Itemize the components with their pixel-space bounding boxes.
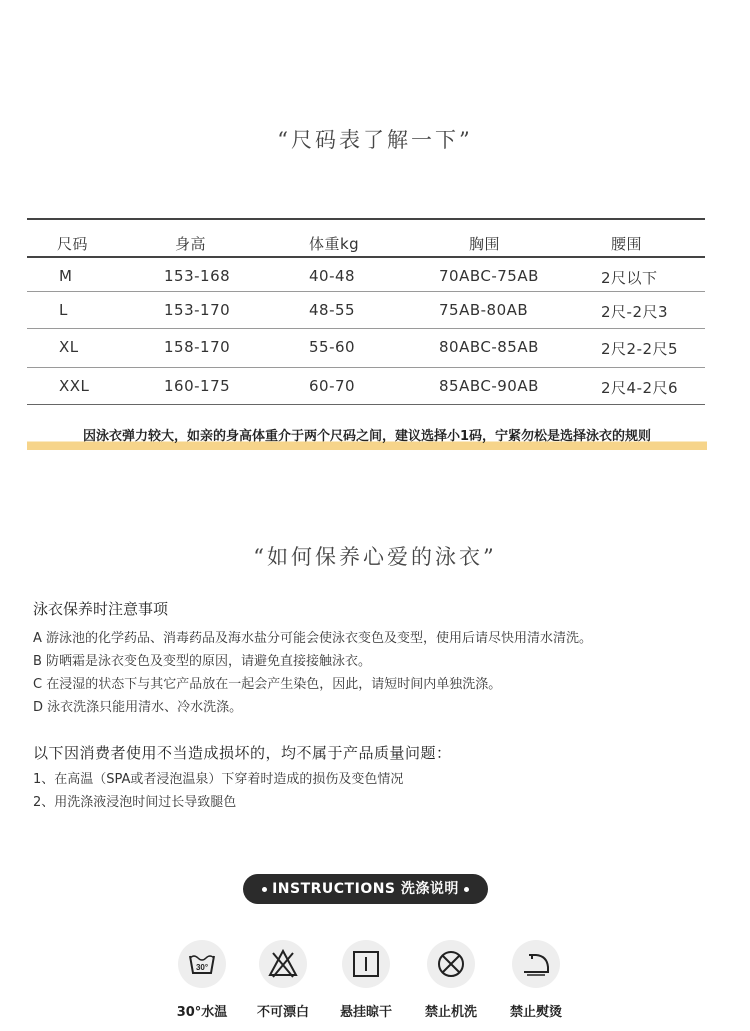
care-section-title: “如何保养心爱的泳衣” (253, 545, 497, 569)
cell-height: 158-170 (164, 338, 231, 356)
cell-waist: 2尺4-2尺6 (601, 379, 679, 397)
damage-item: 1、在高温（SPA或者浸泡温泉）下穿着时造成的损伤及变色情况 (33, 772, 404, 787)
size-note-highlight (27, 427, 707, 450)
table-row (27, 258, 705, 292)
no-machine-wash-icon (427, 940, 475, 988)
size-table (27, 218, 705, 405)
cell-bust: 85ABC-90AB (439, 377, 539, 395)
care-icon-item (406, 940, 496, 1020)
cell-size: L (59, 301, 68, 319)
cell-bust: 80ABC-85AB (439, 338, 539, 356)
cell-waist: 2尺2-2尺5 (601, 340, 679, 358)
wash-temp-text: 30° (195, 963, 209, 972)
dot-icon (262, 887, 267, 892)
no-bleach-icon (259, 940, 307, 988)
header-weight: 体重kg (309, 235, 360, 253)
instructions-label-cn: 洗涤说明 (400, 881, 459, 897)
care-icon-label: 不可漂白 (256, 1005, 309, 1020)
cell-bust: 75AB-80AB (439, 301, 529, 319)
cell-size: M (59, 267, 73, 285)
cell-bust: 70ABC-75AB (439, 267, 539, 285)
cell-waist: 2尺以下 (601, 269, 658, 287)
dot-icon (464, 887, 469, 892)
no-iron-icon (512, 940, 560, 988)
care-notes (33, 598, 723, 719)
care-item: A 游泳池的化学药品、消毒药品及海水盐分可能会使泳衣变色及变型，使用后请尽快用清水清洗。 (33, 631, 593, 646)
cell-height: 153-168 (164, 267, 231, 285)
damage-item: 2、用洗涤液浸泡时间过长导致腿色 (33, 795, 237, 810)
table-row (27, 368, 705, 405)
cell-height: 160-175 (164, 377, 231, 395)
care-icon-item (321, 940, 411, 1020)
care-icon-label: 悬挂晾干 (339, 1005, 392, 1020)
care-icons (0, 940, 750, 1031)
size-section-title: “尺码表了解一下” (277, 128, 473, 152)
table-row (27, 292, 705, 329)
damage-disclaimer (33, 742, 723, 814)
care-icon-label: 30°水温 (176, 1005, 228, 1020)
care-item: B 防晒霜是泳衣变色及变型的原因，请避免直接接触泳衣。 (33, 654, 372, 669)
table-header-row (27, 220, 705, 258)
table-row (27, 329, 705, 368)
care-icon-label: 禁止机洗 (424, 1005, 477, 1020)
header-bust: 胸围 (469, 235, 501, 253)
care-icon-item (238, 940, 328, 1020)
care-icon-item (157, 940, 247, 1020)
care-icon-label: 禁止熨烫 (509, 1005, 562, 1020)
header-size: 尺码 (57, 235, 89, 253)
cell-weight: 40-48 (309, 267, 356, 285)
cell-waist: 2尺-2尺3 (601, 303, 669, 321)
header-height: 身高 (175, 235, 207, 253)
hang-dry-icon (342, 940, 390, 988)
damage-heading: 以下因消费者使用不当造成损坏的，均不属于产品质量问题： (33, 744, 452, 762)
cell-size: XXL (59, 377, 90, 395)
cell-weight: 48-55 (309, 301, 356, 319)
header-waist: 腰围 (611, 235, 643, 253)
cell-weight: 55-60 (309, 338, 356, 356)
cell-size: XL (59, 338, 79, 356)
care-item: D 泳衣洗涤只能用清水、冷水洗涤。 (33, 700, 243, 715)
instructions-badge (243, 874, 488, 904)
care-heading: 泳衣保养时注意事项 (33, 600, 169, 618)
care-icon-item (491, 940, 581, 1020)
cell-weight: 60-70 (309, 377, 356, 395)
wash-30-icon (178, 940, 226, 988)
size-note-text: 因泳衣弹力较大，如亲的身高体重介于两个尺码之间，建议选择小1码，宁紧勿松是选择泳衣的规则 (82, 429, 652, 444)
cell-height: 153-170 (164, 301, 231, 319)
instructions-label-en: INSTRUCTIONS (272, 881, 396, 897)
care-item: C 在浸湿的状态下与其它产品放在一起会产生染色，因此，请短时间内单独洗涤。 (33, 677, 502, 692)
